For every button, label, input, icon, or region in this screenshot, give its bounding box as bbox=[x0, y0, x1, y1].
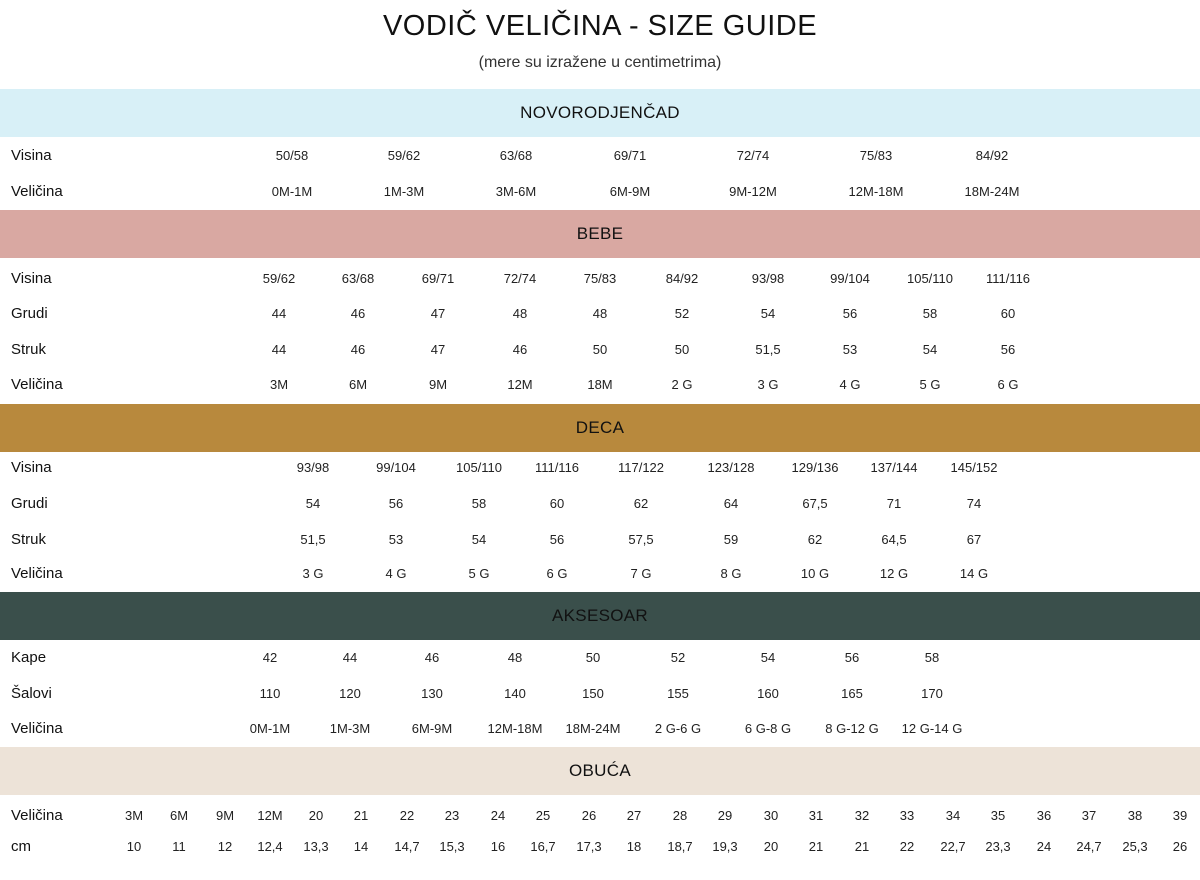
table-cell: 44 bbox=[271, 342, 287, 357]
table-cell: 21 bbox=[353, 808, 369, 823]
table-cell: 53 bbox=[842, 342, 858, 357]
table-cell: 140 bbox=[504, 686, 526, 701]
table-cell: 12M-18M bbox=[848, 184, 904, 199]
table-cell: 20 bbox=[308, 808, 324, 823]
table-cell: 39 bbox=[1172, 808, 1188, 823]
table-cell: 25,3 bbox=[1122, 839, 1148, 854]
table-cell: 145/152 bbox=[950, 460, 998, 475]
section-header-novorodjencad: NOVORODJENČAD bbox=[0, 89, 1200, 137]
table-cell: 3M-6M bbox=[495, 184, 537, 199]
table-cell: 46 bbox=[350, 306, 366, 321]
table-cell: 4 G bbox=[839, 377, 861, 392]
table-cell: 130 bbox=[421, 686, 443, 701]
table-cell: 93/98 bbox=[296, 460, 330, 475]
table-cell: 17,3 bbox=[576, 839, 602, 854]
table-cell: 150 bbox=[582, 686, 604, 701]
table-cell: 10 bbox=[126, 839, 142, 854]
table-cell: 3M bbox=[124, 808, 144, 823]
table-cell: 5 G bbox=[919, 377, 941, 392]
table-cell: 15,3 bbox=[439, 839, 465, 854]
row-label: Veličina bbox=[11, 807, 63, 824]
table-cell: 105/110 bbox=[906, 271, 954, 286]
table-cell: 50 bbox=[592, 342, 608, 357]
table-cell: 24,7 bbox=[1076, 839, 1102, 854]
deca-row-velicina bbox=[0, 559, 1200, 589]
table-cell: 56 bbox=[1000, 342, 1016, 357]
table-cell: 99/104 bbox=[830, 271, 870, 286]
table-cell: 50 bbox=[585, 650, 601, 665]
bebe-row-velicina bbox=[0, 370, 1200, 400]
table-cell: 56 bbox=[388, 496, 404, 511]
table-cell: 137/144 bbox=[870, 460, 918, 475]
table-cell: 12M bbox=[507, 377, 533, 392]
table-cell: 59/62 bbox=[387, 148, 421, 163]
row-label: Grudi bbox=[11, 495, 48, 512]
row-label: Kape bbox=[11, 649, 47, 666]
table-cell: 46 bbox=[350, 342, 366, 357]
table-cell: 7 G bbox=[630, 566, 652, 581]
table-cell: 60 bbox=[549, 496, 565, 511]
table-cell: 46 bbox=[512, 342, 528, 357]
row-label: Visina bbox=[11, 270, 52, 287]
table-cell: 54 bbox=[760, 306, 776, 321]
table-cell: 19,3 bbox=[712, 839, 738, 854]
obuca-row-velicina bbox=[0, 801, 1200, 831]
table-cell: 4 G bbox=[385, 566, 407, 581]
table-cell: 35 bbox=[990, 808, 1006, 823]
table-cell: 14 bbox=[353, 839, 369, 854]
table-cell: 22 bbox=[899, 839, 915, 854]
table-cell: 27 bbox=[626, 808, 642, 823]
table-cell: 10 G bbox=[800, 566, 830, 581]
section-header-obuca: OBUĆA bbox=[0, 747, 1200, 795]
row-label: Struk bbox=[11, 341, 47, 358]
table-cell: 54 bbox=[760, 650, 776, 665]
row-label: Grudi bbox=[11, 305, 48, 322]
table-cell: 0M-1M bbox=[249, 721, 291, 736]
row-label: Visina bbox=[11, 147, 52, 164]
novorodjencad-row-visina bbox=[0, 141, 1200, 171]
table-cell: 84/92 bbox=[975, 148, 1009, 163]
table-cell: 11 bbox=[172, 839, 186, 854]
table-cell: 120 bbox=[339, 686, 361, 701]
table-cell: 6M-9M bbox=[609, 184, 651, 199]
table-cell: 9M bbox=[215, 808, 235, 823]
table-cell: 59/62 bbox=[262, 271, 296, 286]
table-cell: 38 bbox=[1127, 808, 1143, 823]
table-cell: 16,7 bbox=[530, 839, 556, 854]
table-cell: 18,7 bbox=[667, 839, 693, 854]
table-cell: 25 bbox=[535, 808, 551, 823]
aksesoar-row-velicina bbox=[0, 714, 1200, 744]
table-cell: 14,7 bbox=[394, 839, 420, 854]
table-cell: 155 bbox=[667, 686, 689, 701]
table-cell: 58 bbox=[924, 650, 940, 665]
table-cell: 29 bbox=[717, 808, 733, 823]
table-cell: 3 G bbox=[302, 566, 324, 581]
table-cell: 50/58 bbox=[275, 148, 309, 163]
table-cell: 93/98 bbox=[751, 271, 785, 286]
section-header-deca: DECA bbox=[0, 404, 1200, 452]
table-cell: 9M-12M bbox=[729, 184, 777, 199]
table-cell: 129/136 bbox=[791, 460, 839, 475]
table-cell: 1M-3M bbox=[329, 721, 371, 736]
table-cell: 24 bbox=[490, 808, 506, 823]
table-cell: 54 bbox=[471, 532, 487, 547]
table-cell: 72/74 bbox=[503, 271, 537, 286]
table-cell: 56 bbox=[842, 306, 858, 321]
table-cell: 14 G bbox=[959, 566, 989, 581]
row-label: Šalovi bbox=[11, 685, 52, 702]
table-cell: 18 bbox=[626, 839, 642, 854]
table-cell: 71 bbox=[886, 496, 902, 511]
table-cell: 69/71 bbox=[613, 148, 647, 163]
row-label: Struk bbox=[11, 531, 47, 548]
table-cell: 56 bbox=[844, 650, 860, 665]
table-cell: 111/116 bbox=[534, 460, 580, 475]
table-cell: 8 G bbox=[720, 566, 742, 581]
table-cell: 42 bbox=[262, 650, 278, 665]
table-cell: 59 bbox=[723, 532, 739, 547]
section-header-aksesoar: AKSESOAR bbox=[0, 592, 1200, 640]
table-cell: 99/104 bbox=[376, 460, 416, 475]
table-cell: 18M-24M bbox=[964, 184, 1020, 199]
table-cell: 26 bbox=[1172, 839, 1188, 854]
table-cell: 6 G bbox=[546, 566, 568, 581]
deca-row-struk bbox=[0, 525, 1200, 555]
table-cell: 12 G-14 G bbox=[901, 721, 963, 736]
table-cell: 84/92 bbox=[665, 271, 699, 286]
novorodjencad-row-velicina bbox=[0, 177, 1200, 207]
table-cell: 18M bbox=[587, 377, 613, 392]
table-cell: 6 G-8 G bbox=[744, 721, 792, 736]
table-cell: 69/71 bbox=[421, 271, 455, 286]
row-label: cm bbox=[11, 838, 31, 855]
table-cell: 67,5 bbox=[802, 496, 828, 511]
bebe-row-visina bbox=[0, 264, 1200, 294]
table-cell: 23,3 bbox=[985, 839, 1011, 854]
page-subtitle: (mere su izražene u centimetrima) bbox=[478, 54, 722, 71]
table-cell: 1M-3M bbox=[383, 184, 425, 199]
table-cell: 56 bbox=[549, 532, 565, 547]
table-cell: 22 bbox=[399, 808, 415, 823]
row-label: Veličina bbox=[11, 376, 63, 393]
table-cell: 13,3 bbox=[303, 839, 329, 854]
deca-row-visina bbox=[0, 453, 1200, 483]
table-cell: 123/128 bbox=[707, 460, 755, 475]
table-cell: 12 G bbox=[879, 566, 909, 581]
table-cell: 110 bbox=[259, 686, 281, 701]
row-label: Veličina bbox=[11, 565, 63, 582]
table-cell: 31 bbox=[808, 808, 824, 823]
table-cell: 34 bbox=[945, 808, 961, 823]
table-cell: 111/116 bbox=[985, 271, 1031, 286]
table-cell: 37 bbox=[1081, 808, 1097, 823]
table-cell: 8 G-12 G bbox=[825, 721, 879, 736]
table-cell: 58 bbox=[471, 496, 487, 511]
table-cell: 0M-1M bbox=[271, 184, 313, 199]
table-cell: 12 bbox=[217, 839, 233, 854]
table-cell: 6M-9M bbox=[411, 721, 453, 736]
table-cell: 58 bbox=[922, 306, 938, 321]
table-cell: 23 bbox=[444, 808, 460, 823]
table-cell: 30 bbox=[763, 808, 779, 823]
table-cell: 170 bbox=[921, 686, 943, 701]
table-cell: 36 bbox=[1036, 808, 1052, 823]
table-cell: 33 bbox=[899, 808, 915, 823]
table-cell: 53 bbox=[388, 532, 404, 547]
bebe-row-struk bbox=[0, 335, 1200, 365]
table-cell: 21 bbox=[808, 839, 824, 854]
table-cell: 48 bbox=[507, 650, 523, 665]
table-cell: 63/68 bbox=[341, 271, 375, 286]
table-cell: 54 bbox=[305, 496, 321, 511]
table-cell: 75/83 bbox=[859, 148, 893, 163]
table-cell: 67 bbox=[966, 532, 982, 547]
page-title: VODIČ VELIČINA - SIZE GUIDE bbox=[382, 10, 818, 42]
table-cell: 3M bbox=[269, 377, 289, 392]
table-cell: 51,5 bbox=[300, 532, 326, 547]
table-cell: 105/110 bbox=[455, 460, 503, 475]
section-header-bebe: BEBE bbox=[0, 210, 1200, 258]
aksesoar-row-salovi bbox=[0, 679, 1200, 709]
aksesoar-row-kape bbox=[0, 643, 1200, 673]
table-cell: 64,5 bbox=[881, 532, 907, 547]
deca-row-grudi bbox=[0, 489, 1200, 519]
table-cell: 26 bbox=[581, 808, 597, 823]
table-cell: 24 bbox=[1036, 839, 1052, 854]
table-cell: 46 bbox=[424, 650, 440, 665]
table-cell: 165 bbox=[841, 686, 863, 701]
table-cell: 60 bbox=[1000, 306, 1016, 321]
table-cell: 20 bbox=[763, 839, 779, 854]
table-cell: 44 bbox=[342, 650, 358, 665]
table-cell: 6M bbox=[348, 377, 368, 392]
table-cell: 62 bbox=[633, 496, 649, 511]
table-cell: 62 bbox=[807, 532, 823, 547]
table-cell: 50 bbox=[674, 342, 690, 357]
table-cell: 75/83 bbox=[583, 271, 617, 286]
table-cell: 63/68 bbox=[499, 148, 533, 163]
table-cell: 72/74 bbox=[736, 148, 770, 163]
table-cell: 28 bbox=[672, 808, 688, 823]
row-label: Visina bbox=[11, 459, 52, 476]
row-label: Veličina bbox=[11, 183, 63, 200]
row-label: Veličina bbox=[11, 720, 63, 737]
table-cell: 3 G bbox=[757, 377, 779, 392]
table-cell: 12M-18M bbox=[487, 721, 543, 736]
table-cell: 12M bbox=[257, 808, 283, 823]
table-cell: 32 bbox=[854, 808, 870, 823]
table-cell: 54 bbox=[922, 342, 938, 357]
table-cell: 6M bbox=[169, 808, 189, 823]
table-cell: 2 G bbox=[671, 377, 693, 392]
table-cell: 48 bbox=[512, 306, 528, 321]
obuca-row-cm bbox=[0, 832, 1200, 862]
table-cell: 16 bbox=[490, 839, 506, 854]
table-cell: 44 bbox=[271, 306, 287, 321]
table-cell: 18M-24M bbox=[565, 721, 621, 736]
table-cell: 12,4 bbox=[257, 839, 283, 854]
table-cell: 2 G-6 G bbox=[654, 721, 702, 736]
table-cell: 64 bbox=[723, 496, 739, 511]
table-cell: 57,5 bbox=[628, 532, 654, 547]
table-cell: 22,7 bbox=[940, 839, 966, 854]
table-cell: 51,5 bbox=[755, 342, 781, 357]
table-cell: 52 bbox=[674, 306, 690, 321]
table-cell: 47 bbox=[430, 306, 446, 321]
table-cell: 47 bbox=[430, 342, 446, 357]
table-cell: 48 bbox=[592, 306, 608, 321]
table-cell: 5 G bbox=[468, 566, 490, 581]
table-cell: 9M bbox=[428, 377, 448, 392]
table-cell: 117/122 bbox=[617, 460, 665, 475]
table-cell: 74 bbox=[966, 496, 982, 511]
table-cell: 52 bbox=[670, 650, 686, 665]
table-cell: 6 G bbox=[997, 377, 1019, 392]
table-cell: 21 bbox=[854, 839, 870, 854]
bebe-row-grudi bbox=[0, 299, 1200, 329]
table-cell: 160 bbox=[757, 686, 779, 701]
